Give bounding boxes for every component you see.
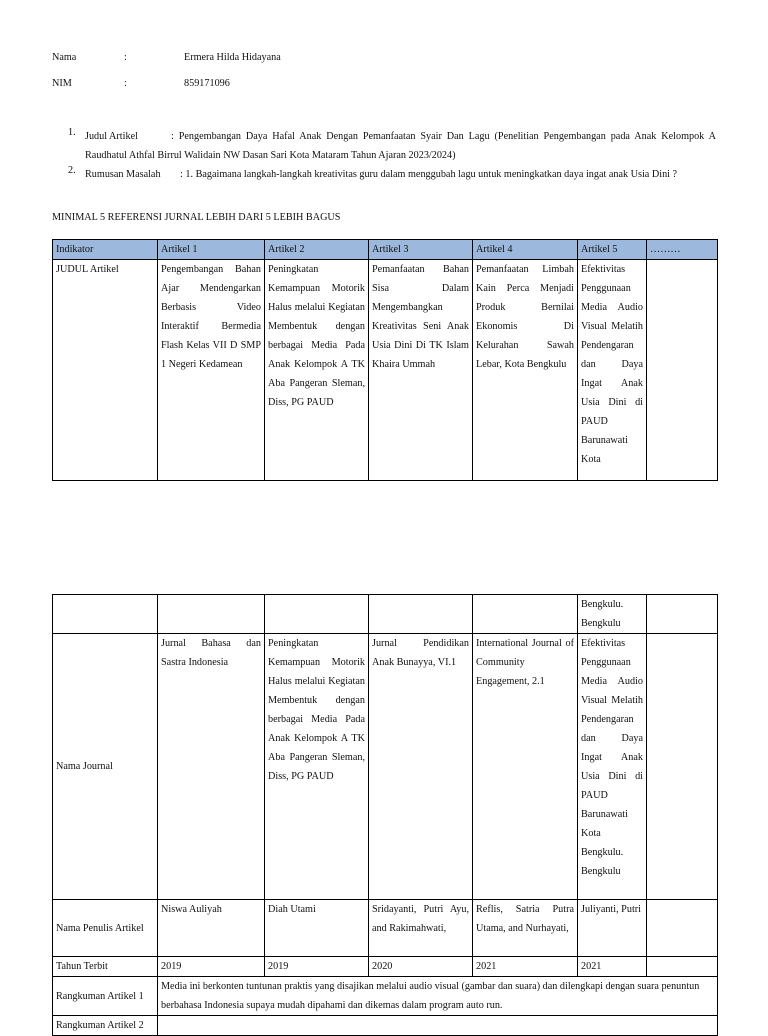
penulis-artikel-5: Juliyanti, Putri (578, 900, 647, 957)
penulis-artikel-3: Sridayanti, Putri Ayu, and Rakimahwati, (369, 900, 473, 957)
header-artikel-2: Artikel 2 (265, 240, 369, 260)
penulis-artikel-4: Reflis, Satria Putra Utama, and Nurhayati, (473, 900, 578, 957)
journal-artikel-2: Peningkatan Kemampuan Motorik Halus melalui Kegiatan Membentuk dengan berbagai Media Pada Anak Kelompok A TK Aba Pangeran Sleman, Diss, PG PAUD (265, 634, 369, 900)
table-row-rangkuman-2 (53, 1016, 718, 1036)
rangkuman-1-text: Media ini berkonten tuntunan praktis yang disajikan melalui audio visual (gambar dan suara) dan dilengkapi dengan suara penuntun berbahasa Indonesia supaya mudah dipahami dan dikemas dalam program auto run. (158, 977, 718, 1016)
table-row-rangkuman-1 (53, 977, 718, 1016)
penulis-more (647, 900, 718, 957)
tahun-more (647, 957, 718, 977)
penulis-artikel-1: Niswa Auliyah (158, 900, 265, 957)
item-1-text (85, 127, 716, 165)
item-1-content: : Pengembangan Daya Hafal Anak Dengan Pemanfaatan Syair Dan Lagu (Penelitian Pengembangan pada Anak Kelompok A Raudhatul Athfal Birrul Walidain NW Dasan Sari Kota Mataram Tahun Ajaran 2023/2024) (85, 131, 716, 161)
journal-artikel-3: Jurnal Pendidikan Anak Bunayya, VI.1 (369, 634, 473, 900)
nama-colon: : (124, 52, 127, 63)
table-row-journal (53, 634, 718, 900)
header-artikel-5: Artikel 5 (578, 240, 647, 260)
judul-artikel-3: Pemanfaatan Bahan Sisa Dalam Mengembangkan Kreativitas Seni Anak Usia Dini Di TK Islam Khaira Ummah (369, 260, 473, 481)
tahun-artikel-3: 2020 (369, 957, 473, 977)
row-label-judul: JUDUL Artikel (53, 260, 158, 481)
rangkuman-2-text (158, 1016, 718, 1036)
row-label-rangkuman-1: Rangkuman Artikel 1 (53, 977, 158, 1016)
item-2-number: 2. (68, 165, 76, 176)
row-label-penulis: Nama Penulis Artikel (53, 900, 158, 957)
table-row-judul (53, 260, 718, 481)
header-more: ……… (647, 240, 718, 260)
tahun-artikel-5: 2021 (578, 957, 647, 977)
cont-cell-6 (647, 595, 718, 634)
header-artikel-1: Artikel 1 (158, 240, 265, 260)
item-1-label: Judul Artikel (85, 131, 138, 142)
item-2-label: Rumusan Masalah (85, 169, 161, 180)
table-row-penulis (53, 900, 718, 957)
nama-value: Ermera Hilda Hidayana (184, 52, 281, 63)
cont-cell-4 (473, 595, 578, 634)
table-header-row (53, 240, 718, 260)
table-row-continuation (53, 595, 718, 634)
tahun-artikel-2: 2019 (265, 957, 369, 977)
row-label-journal: Nama Journal (53, 634, 158, 900)
header-artikel-4: Artikel 4 (473, 240, 578, 260)
judul-artikel-4: Pemanfaatan Limbah Kain Perca Menjadi Produk Bernilai Ekonomis Di Kelurahan Sawah Lebar, Kota Bengkulu (473, 260, 578, 481)
header-indikator: Indikator (53, 240, 158, 260)
judul-artikel-1: Pengembangan Bahan Ajar Mendengarkan Berbasis Video Interaktif Bermedia Flash Kelas VII D SMP 1 Negeri Kedamean (158, 260, 265, 481)
cont-cell-0 (53, 595, 158, 634)
item-2-content: : 1. Bagaimana langkah-langkah kreativitas guru dalam menggubah lagu untuk meningkatkan daya ingat anak Usia Dini ? (180, 169, 678, 180)
journal-artikel-5: Efektivitas Penggunaan Media Audio Visual Melatih Pendengaran dan Daya Ingat Anak Usia Dini di PAUD Barunawati Kota Bengkulu. Bengkulu (578, 634, 647, 900)
item-2-text (85, 165, 716, 184)
nim-colon: : (124, 78, 127, 89)
section-heading: MINIMAL 5 REFERENSI JURNAL LEBIH DARI 5 LEBIH BAGUS (52, 212, 341, 223)
table-row-tahun (53, 957, 718, 977)
journal-artikel-4: International Journal of Community Engagement, 2.1 (473, 634, 578, 900)
cont-cell-2 (265, 595, 369, 634)
cont-cell-1 (158, 595, 265, 634)
nama-label: Nama (52, 52, 77, 63)
item-1-number: 1. (68, 127, 76, 138)
journal-more (647, 634, 718, 900)
row-label-rangkuman-2: Rangkuman Artikel 2 (53, 1016, 158, 1036)
header-artikel-3: Artikel 3 (369, 240, 473, 260)
journal-artikel-1: Jurnal Bahasa dan Sastra Indonesia (158, 634, 265, 900)
judul-artikel-2: Peningkatan Kemampuan Motorik Halus melalui Kegiatan Membentuk dengan berbagai Media Pada Anak Kelompok A TK Aba Pangeran Sleman, Diss, PG PAUD (265, 260, 369, 481)
reference-table-part-1 (52, 239, 718, 481)
judul-artikel-5: Efektivitas Penggunaan Media Audio Visual Melatih Pendengaran dan Daya Ingat Anak Usia Dini di PAUD Barunawati Kota (578, 260, 647, 481)
nim-label: NIM (52, 78, 72, 89)
cont-cell-5: Bengkulu. Bengkulu (578, 595, 647, 634)
reference-table-part-2 (52, 594, 718, 1036)
nim-value: 859171096 (184, 78, 230, 89)
judul-more (647, 260, 718, 481)
tahun-artikel-4: 2021 (473, 957, 578, 977)
tahun-artikel-1: 2019 (158, 957, 265, 977)
row-label-tahun: Tahun Terbit (53, 957, 158, 977)
cont-cell-3 (369, 595, 473, 634)
penulis-artikel-2: Diah Utami (265, 900, 369, 957)
